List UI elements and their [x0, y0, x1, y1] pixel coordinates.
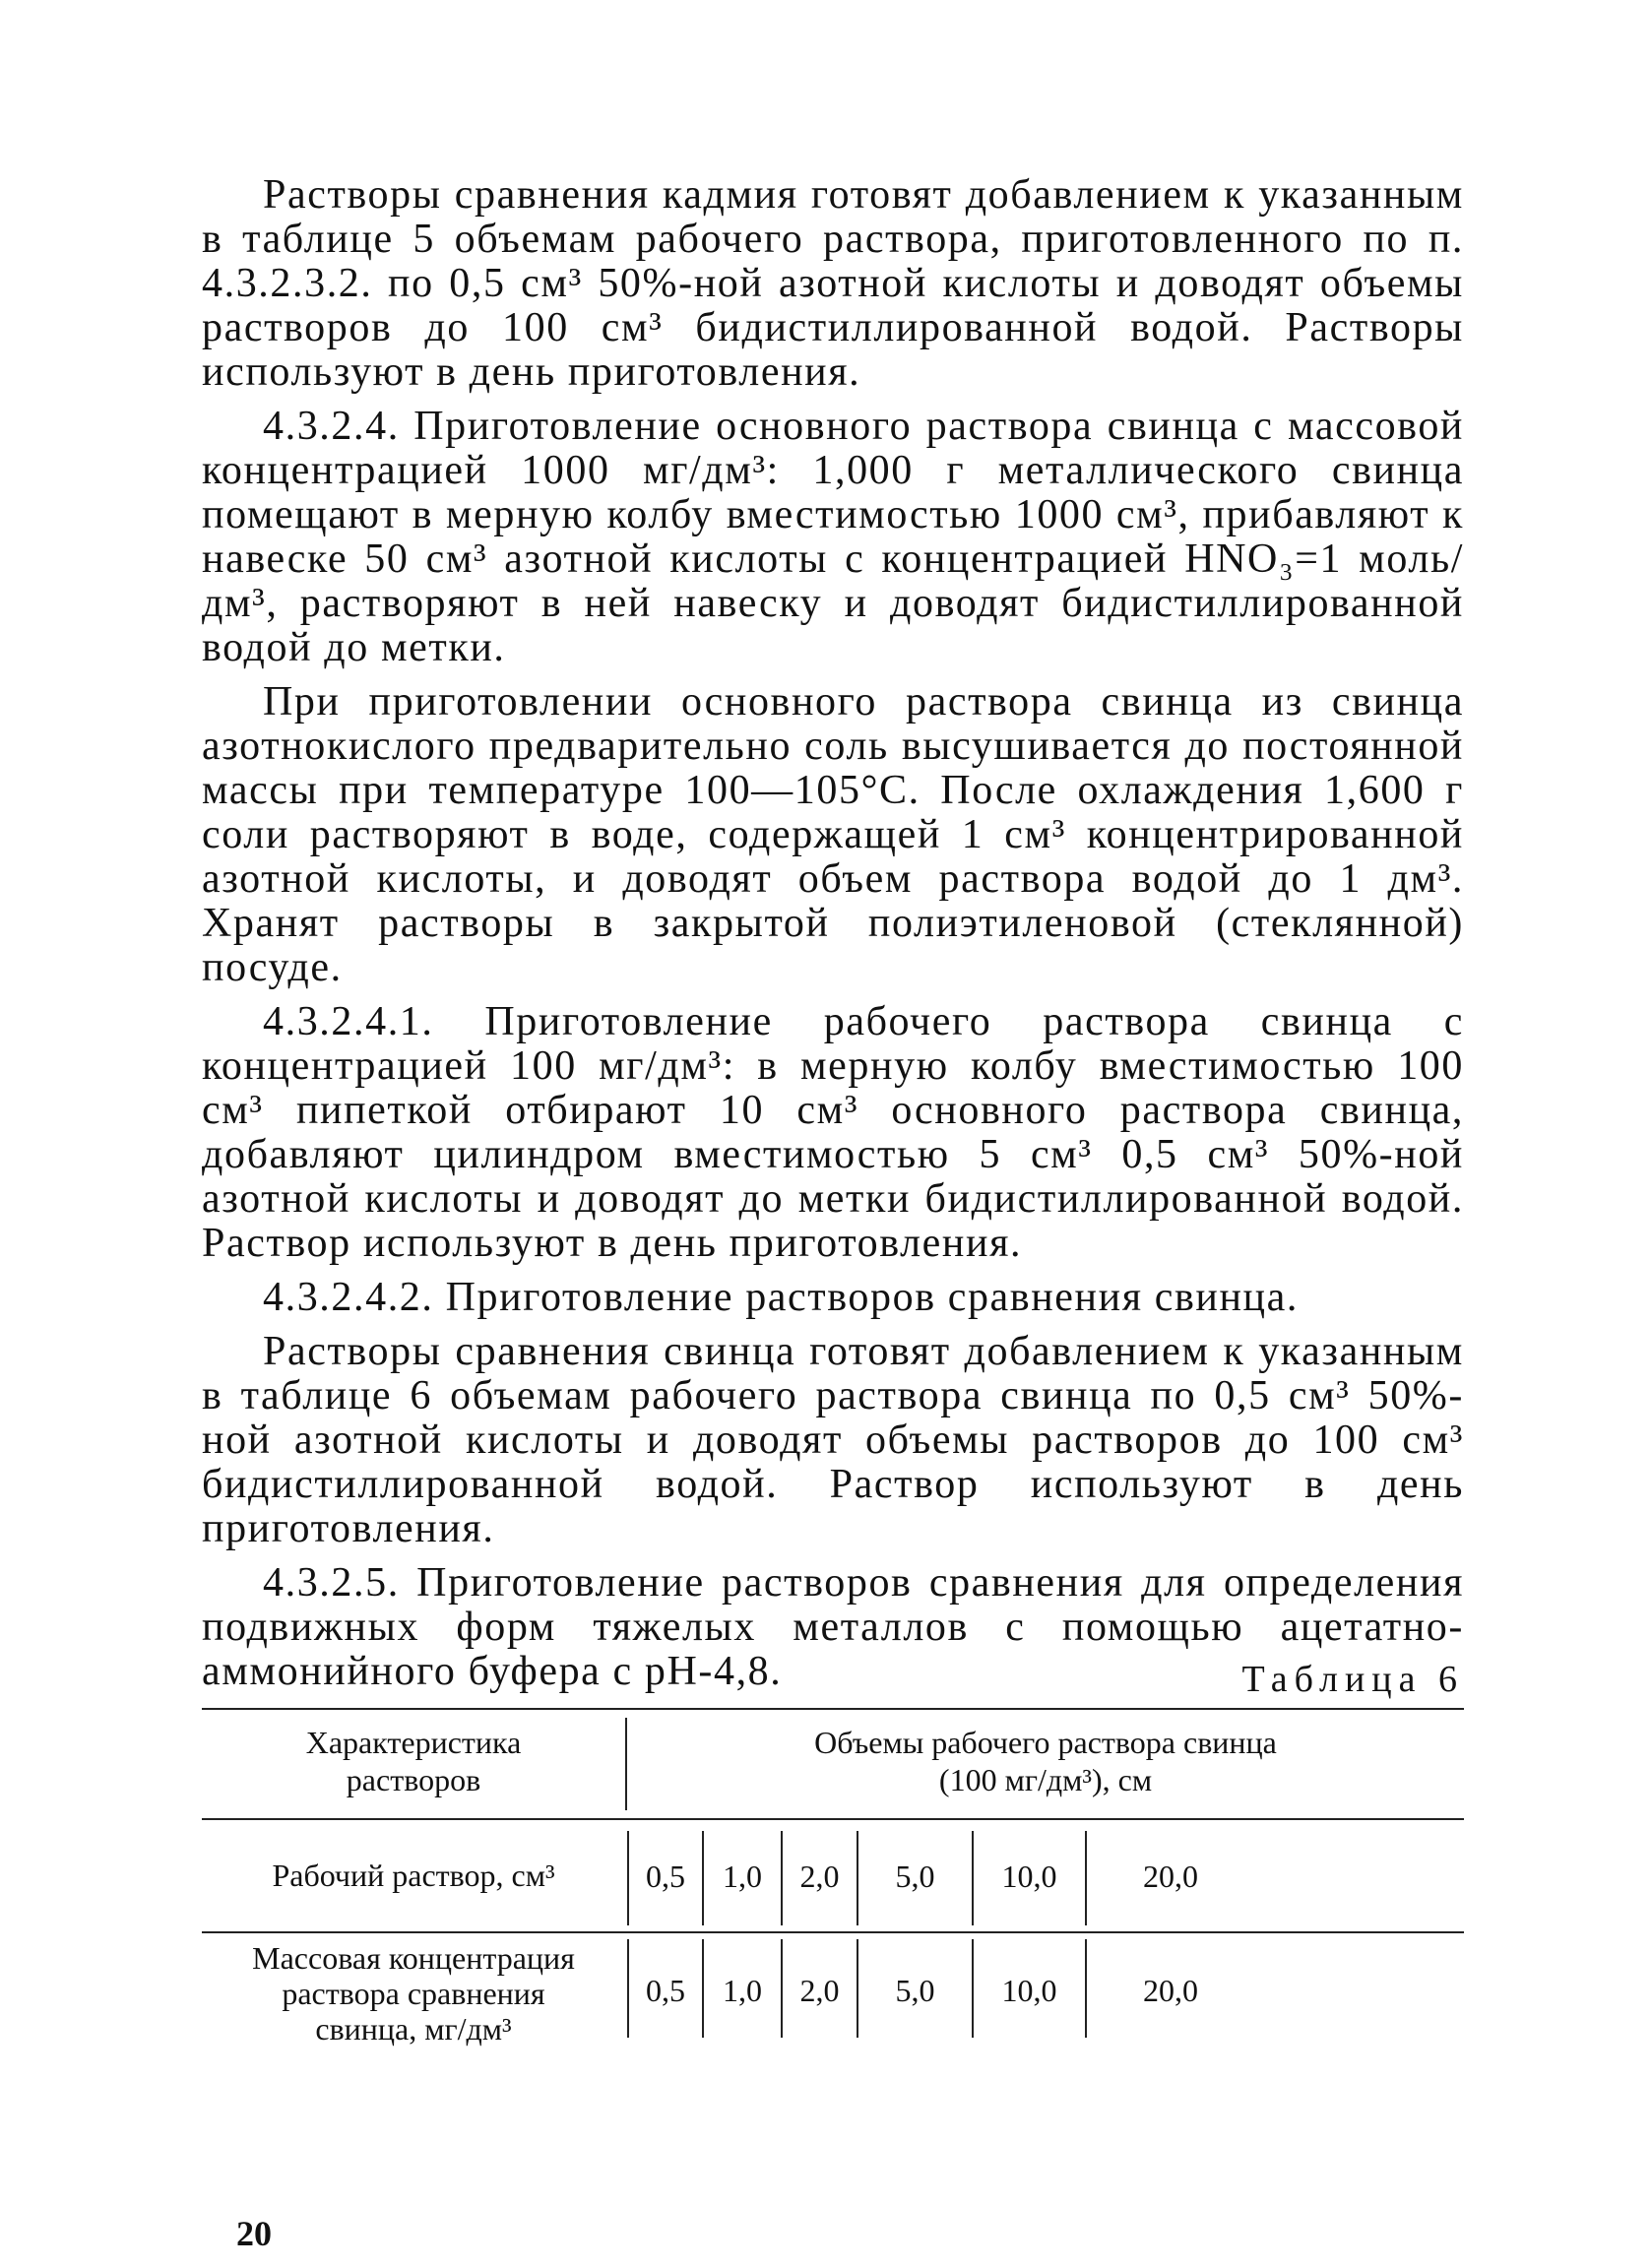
table-cell: 2,0 [799, 1858, 840, 1894]
paragraph-4-3-2-5: 4.3.2.5. Приготовление растворов сравнения для определения подвижных форм тяжелых металлов с помощью ацетатно-аммонийного буфера с рН-4,8. [202, 1560, 1464, 1694]
table-cell: 10,0 [1001, 1973, 1057, 2008]
paragraph-4-3-2-4-2: 4.3.2.4.2. Приготовление растворов сравнения свинца. [263, 1275, 1299, 1320]
table-row-rule [202, 1931, 1464, 1933]
table-caption: Таблица 6 [1241, 1659, 1464, 1700]
table-cell: 10,0 [1001, 1858, 1057, 1894]
table-cell: 20,0 [1143, 1858, 1198, 1894]
row-label-mass-concentration: Массовая концентрация раствора сравнения свинца, мг/дм³ [252, 1940, 575, 2047]
paragraph-4-3-2-4: 4.3.2.4. Приготовление основного раствора свинца с массовой концентрацией 1000 мг/дм³: 1,000 г металлического свинца помещают в мерную колбу вместимостью 1000 см³, прибавляют к навеске 50 см³ азотной кислоты с концентрацией HNO₃=1 моль/дм³, растворяют в ней навеску и доводят бидистиллированной водой до метки. [202, 404, 1464, 670]
paragraph-cadmium-comparison: Растворы сравнения кадмия готовят добавлением к указанным в таблице 5 объемам рабочего раствора, приготовленного по п. 4.3.2.3.2. по 0,5 см³ 50%-ной азотной кислоты и доводят объемы растворов до 100 см³ бидистиллированной водой. Растворы используют в день приготовления. [202, 172, 1464, 395]
table-cell: 0,5 [646, 1858, 685, 1894]
table-cell: 5,0 [895, 1973, 935, 2008]
row-label-working-solution: Рабочий раствор, см³ [272, 1858, 555, 1893]
paragraph-lead-nitrate: При приготовлении основного раствора свинца из свинца азотнокислого предварительно соль высушивается до постоянной массы при температуре 100—105°С. После охлаждения 1,600 г соли растворяют в воде, содержащей 1 см³ концентрированной азотной кислоты, и доводят объем раствора водой до 1 дм³. Хранят растворы в закрытой полиэтиленовой (стеклянной) посуде. [202, 679, 1464, 990]
table-top-rule [202, 1708, 1464, 1710]
table-cell: 5,0 [895, 1858, 935, 1894]
table-header-rule [202, 1818, 1464, 1820]
table-cell: 1,0 [723, 1858, 762, 1894]
header-characteristic: Характеристика растворов [305, 1725, 522, 1797]
header-volumes: Объемы рабочего раствора свинца (100 мг/дм³), см [814, 1725, 1277, 1797]
table-cell: 2,0 [799, 1973, 840, 2008]
table-cell: 0,5 [646, 1973, 685, 2008]
paragraph-lead-comparison: Растворы сравнения свинца готовят добавлением к указанным в таблице 6 объемам рабочего раствора свинца по 0,5 см³ 50%-ной азотной кислоты и доводят объемы растворов до 100 см³ бидистиллированной водой. Раствор используют в день приготовления. [202, 1329, 1464, 1551]
body-text [202, 173, 1464, 1694]
table-cell: 1,0 [723, 1973, 762, 2008]
table-cell: 20,0 [1143, 1973, 1198, 2008]
paragraph-4-3-2-4-1: 4.3.2.4.1. Приготовление рабочего раствора свинца с концентрацией 100 мг/дм³: в мерную колбу вместимостью 100 см³ пипеткой отбирают 10 см³ основного раствора свинца, добавляют цилиндром вместимостью 5 см³ 0,5 см³ 50%-ной азотной кислоты и доводят до метки бидистиллированной водой. Раствор используют в день приготовления. [202, 999, 1464, 1266]
page-number: 20 [236, 2214, 272, 2253]
